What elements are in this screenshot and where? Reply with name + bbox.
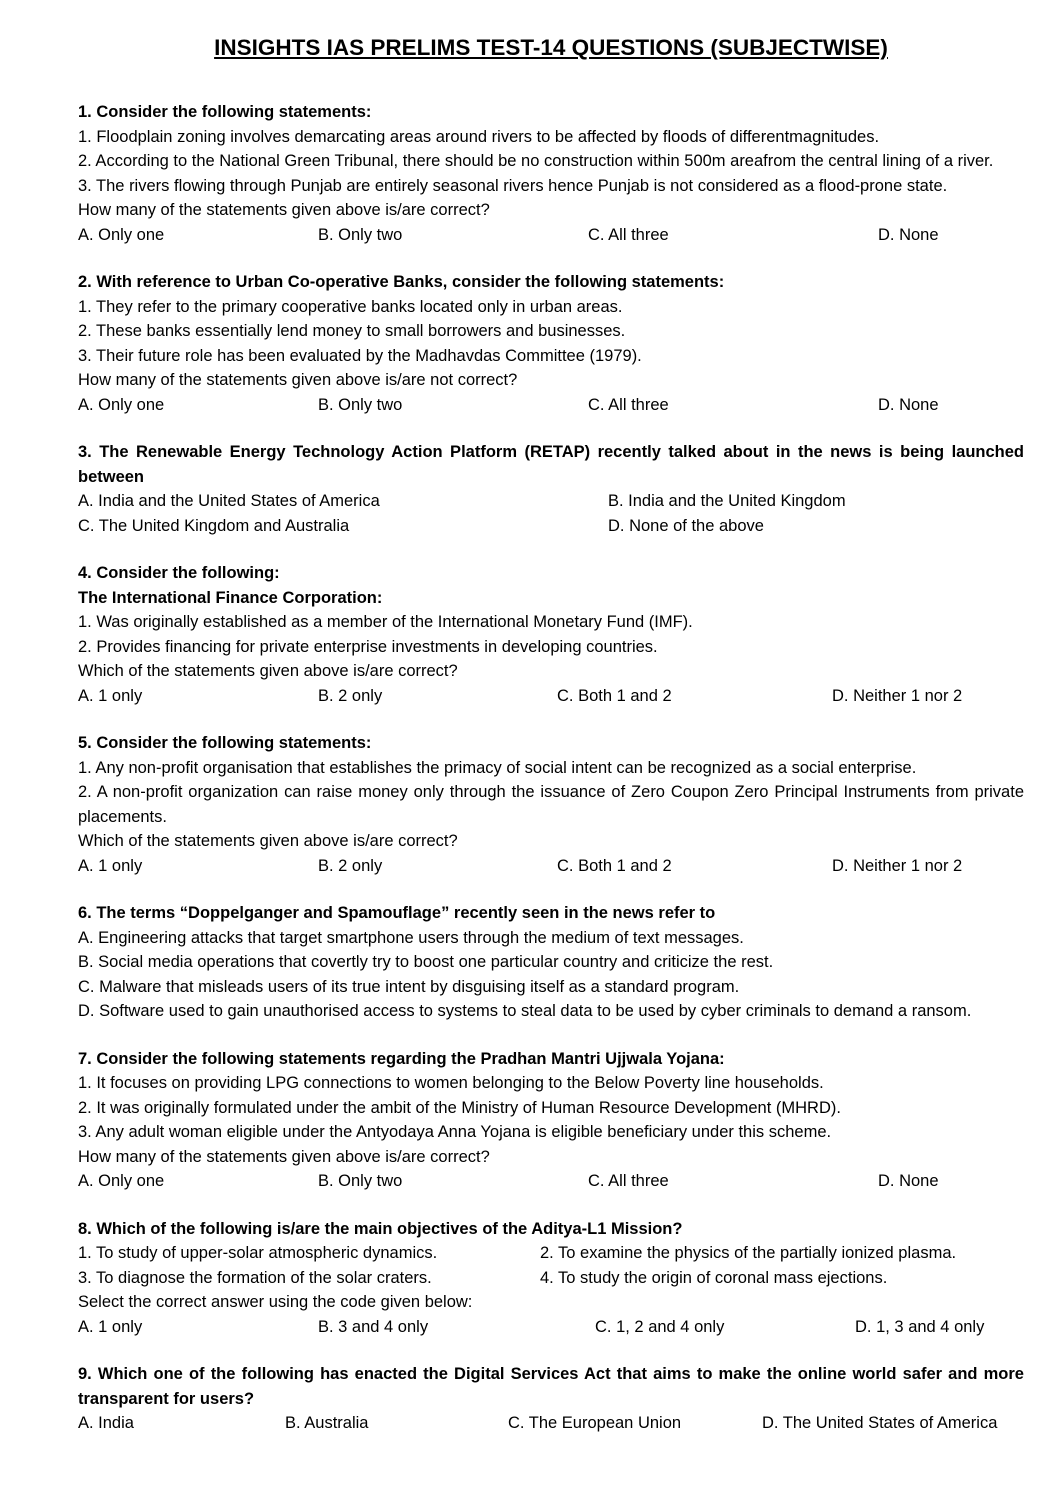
statement-2: 2. To examine the physics of the partially ionized plasma. — [540, 1244, 957, 1262]
prompt-line: Select the correct answer using the code given below: — [78, 1293, 473, 1311]
statement-line: 2. It was originally formulated under the ambit of the Ministry of Human Resource Development (MHRD). — [78, 1098, 841, 1117]
option-b: B. Only two — [318, 395, 403, 414]
option-c: C. Both 1 and 2 — [557, 856, 672, 875]
question-heading: 9. Which one of the following has enacted the Digital Services Act that aims to make the online world safer and more transparent for users? — [78, 1365, 1024, 1408]
option-b: B. Social media operations that covertly try to boost one particular country and criticize the rest. — [78, 953, 774, 971]
statement-line: 3. The rivers flowing through Punjab are entirely seasonal rivers hence Punjab is not considered as a flood-prone state. — [78, 176, 948, 195]
options-row — [78, 489, 1024, 514]
question-heading: 2. With reference to Urban Co-operative Banks, consider the following statements: — [78, 273, 725, 291]
option-b: B. Only two — [318, 1172, 403, 1190]
options-row — [78, 1169, 1024, 1194]
question-subheading: The International Finance Corporation: — [78, 588, 383, 607]
option-b: B. 3 and 4 only — [318, 1317, 429, 1336]
prompt-line: Which of the statements given above is/are correct? — [78, 662, 458, 680]
question-heading: 4. Consider the following: — [78, 564, 280, 582]
question-8 — [78, 1217, 1024, 1340]
statement-line: 1. It focuses on providing LPG connections to women belonging to the Below Poverty line households. — [78, 1074, 824, 1092]
question-4 — [78, 561, 1024, 708]
question-heading: 1. Consider the following statements: — [78, 103, 372, 121]
statement-3: 3. To diagnose the formation of the solar craters. — [78, 1268, 432, 1287]
options-row — [78, 514, 1024, 539]
option-d: D. 1, 3 and 4 only — [855, 1317, 985, 1336]
option-a: A. India and the United States of America — [78, 492, 380, 510]
statement-1: 1. To study of upper-solar atmospheric dynamics. — [78, 1244, 438, 1262]
option-a: A. Only one — [78, 395, 165, 414]
question-1 — [78, 100, 1024, 247]
option-b: B. India and the United Kingdom — [608, 492, 846, 510]
options-row — [78, 393, 1024, 418]
question-7 — [78, 1047, 1024, 1194]
option-d: D. None — [878, 1172, 939, 1190]
question-5 — [78, 731, 1024, 878]
option-b: B. 2 only — [318, 856, 383, 875]
option-a: A. Engineering attacks that target smartphone users through the medium of text messages. — [78, 928, 744, 947]
question-2 — [78, 270, 1024, 417]
option-c: C. 1, 2 and 4 only — [595, 1317, 725, 1336]
option-d: D. Neither 1 nor 2 — [832, 686, 963, 705]
statement-row — [78, 1266, 1024, 1291]
question-heading: 8. Which of the following is/are the main objectives of the Aditya-L1 Mission? — [78, 1219, 683, 1238]
option-c: C. All three — [588, 395, 669, 414]
option-b: B. Australia — [285, 1414, 369, 1432]
option-d: D. The United States of America — [762, 1414, 998, 1432]
statement-line: 1. Was originally established as a member of the International Monetary Fund (IMF). — [78, 613, 693, 631]
statement-line: 3. Their future role has been evaluated by the Madhavdas Committee (1979). — [78, 346, 642, 365]
option-c: C. The United Kingdom and Australia — [78, 516, 350, 535]
question-heading: 7. Consider the following statements regarding the Pradhan Mantri Ujjwala Yojana: — [78, 1049, 725, 1068]
statement-line: 2. Provides financing for private enterprise investments in developing countries. — [78, 637, 658, 656]
option-a: A. 1 only — [78, 686, 143, 705]
prompt-line: How many of the statements given above is/are correct? — [78, 1147, 490, 1166]
question-3 — [78, 440, 1024, 538]
statement-row — [78, 1241, 1024, 1266]
options-row — [78, 1411, 1024, 1436]
statement-line: 2. A non-profit organization can raise money only through the issuance of Zero Coupon Zero Principal Instruments from private placements. — [78, 783, 1024, 826]
prompt-line: Which of the statements given above is/are correct? — [78, 832, 458, 850]
option-a: A. Only one — [78, 1172, 165, 1190]
prompt-line: How many of the statements given above is/are correct? — [78, 201, 490, 219]
option-d: D. Software used to gain unauthorised access to systems to steal data to be used by cyber criminals to demand a ransom. — [78, 1002, 972, 1020]
statement-line: 2. These banks essentially lend money to small borrowers and businesses. — [78, 322, 626, 340]
statement-4: 4. To study the origin of coronal mass ejections. — [540, 1268, 888, 1287]
question-6 — [78, 901, 1024, 1024]
option-c: C. All three — [588, 1172, 669, 1190]
option-a: A. Only one — [78, 225, 165, 244]
statement-line: 1. Floodplain zoning involves demarcating areas around rivers to be affected by floods of differentmagnitudes. — [78, 127, 880, 146]
option-a: A. India — [78, 1414, 134, 1432]
statement-line: 2. According to the National Green Tribunal, there should be no construction within 500m areafrom the central lining of a river. — [78, 152, 994, 170]
options-row — [78, 1315, 1024, 1340]
options-row — [78, 854, 1024, 879]
option-d: D. None of the above — [608, 516, 764, 535]
option-b: B. Only two — [318, 225, 403, 244]
statement-line: 1. Any non-profit organisation that establishes the primacy of social intent can be recognized as a social enterprise. — [78, 758, 917, 777]
option-c: C. The European Union — [508, 1414, 682, 1432]
option-c: C. Malware that misleads users of its true intent by disguising itself as a standard program. — [78, 977, 740, 996]
page-title: INSIGHTS IAS PRELIMS TEST-14 QUESTIONS (SUBJECTWISE) — [214, 35, 888, 60]
statement-line: 1. They refer to the primary cooperative banks located only in urban areas. — [78, 297, 623, 316]
question-9 — [78, 1362, 1024, 1436]
option-b: B. 2 only — [318, 686, 383, 705]
option-a: A. 1 only — [78, 1317, 143, 1336]
option-d: D. None — [878, 225, 939, 244]
option-d: D. Neither 1 nor 2 — [832, 856, 963, 875]
option-d: D. None — [878, 395, 939, 414]
option-c: C. All three — [588, 225, 669, 244]
options-row — [78, 684, 1024, 709]
prompt-line: How many of the statements given above is/are not correct? — [78, 371, 518, 389]
option-c: C. Both 1 and 2 — [557, 686, 672, 705]
options-row — [78, 223, 1024, 248]
option-a: A. 1 only — [78, 856, 143, 875]
question-heading: 3. The Renewable Energy Technology Action Platform (RETAP) recently talked about in the news is being launched between — [78, 443, 1024, 486]
question-heading: 5. Consider the following statements: — [78, 734, 372, 752]
question-heading: 6. The terms “Doppelganger and Spamouflage” recently seen in the news refer to — [78, 904, 716, 922]
statement-line: 3. Any adult woman eligible under the Antyodaya Anna Yojana is eligible beneficiary under this scheme. — [78, 1123, 832, 1141]
